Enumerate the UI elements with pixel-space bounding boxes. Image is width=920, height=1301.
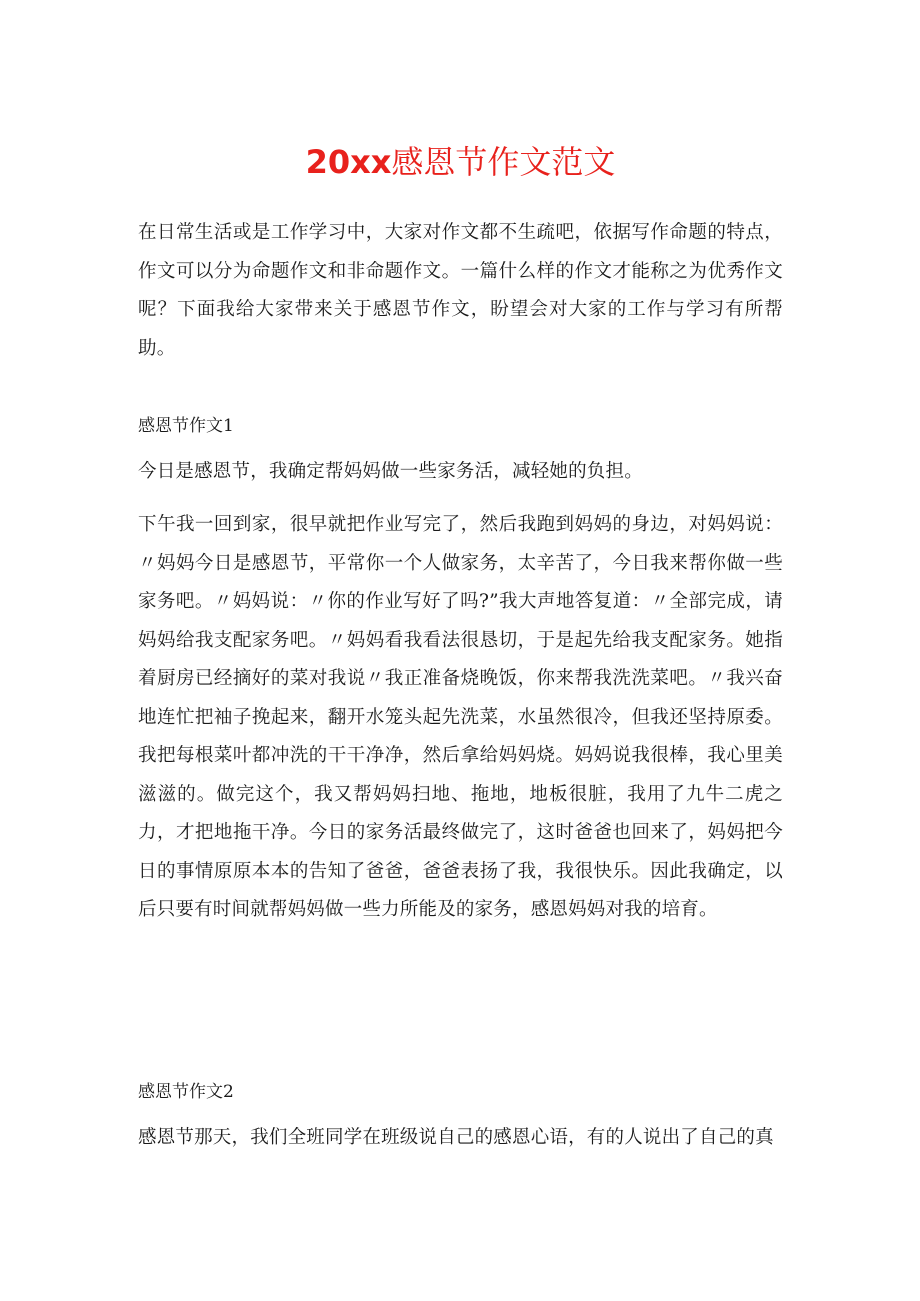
essay-1-heading: 感恩节作文1 <box>138 416 234 436</box>
essay-1-paragraph-2: 下午我一回到家，很早就把作业写完了，然后我跑到妈妈的身边，对妈妈说：〃妈妈今日是感恩节，平常你一个人做家务，太辛苦了，今日我来帮你做一些家务吧。〃妈妈说：〃你的作业写好了吗?”我大声地答复道：〃全部完成，请妈妈给我支配家务吧。〃妈妈看我看法很恳切，于是起先给我支配家务。她指着厨房已经摘好的菜对我说〃我正准备烧晚饭，你来帮我洗洗菜吧。〃我兴奋地连忙把袖子挽起来，翻开水笼头起先洗菜，水虽然很冷，但我还坚持原委。我把每根菜叶都冲洗的干干净净，然后拿给妈妈烧。妈妈说我很棒，我心里美滋滋的。做完这个，我又帮妈妈扫地、拖地，地板很脏，我用了九牛二虎之力，才把地拖干净。今日的家务活最终做完了，这时爸爸也回来了，妈妈把今日的事情原原本本的告知了爸爸，爸爸表扬了我，我很快乐。因此我确定，以后只要有时间就帮妈妈做一些力所能及的家务，感恩妈妈对我的培育。 <box>138 514 783 920</box>
document-title <box>138 140 783 184</box>
essay-2-paragraph-1: 感恩节那天，我们全班同学在班级说自己的感恩心语，有的人说出了自己的真 <box>138 1127 774 1148</box>
document-title-year: 20xx <box>305 143 392 181</box>
document-title-text: 感恩节作文范文 <box>391 143 616 181</box>
essay-1-paragraph-1: 今日是感恩节，我确定帮妈妈做一些家务活，减轻她的负担。 <box>138 461 643 482</box>
essay-2-heading: 感恩节作文2 <box>138 1082 234 1102</box>
intro-paragraph: 在日常生活或是工作学习中，大家对作文都不生疏吧，依据写作命题的特点，作文可以分为命题作文和非命题作文。一篇什么样的作文才能称之为优秀作文呢？下面我给大家带来关于感恩节作文，盼望会对大家的工作与学习有所帮助。 <box>138 222 783 359</box>
